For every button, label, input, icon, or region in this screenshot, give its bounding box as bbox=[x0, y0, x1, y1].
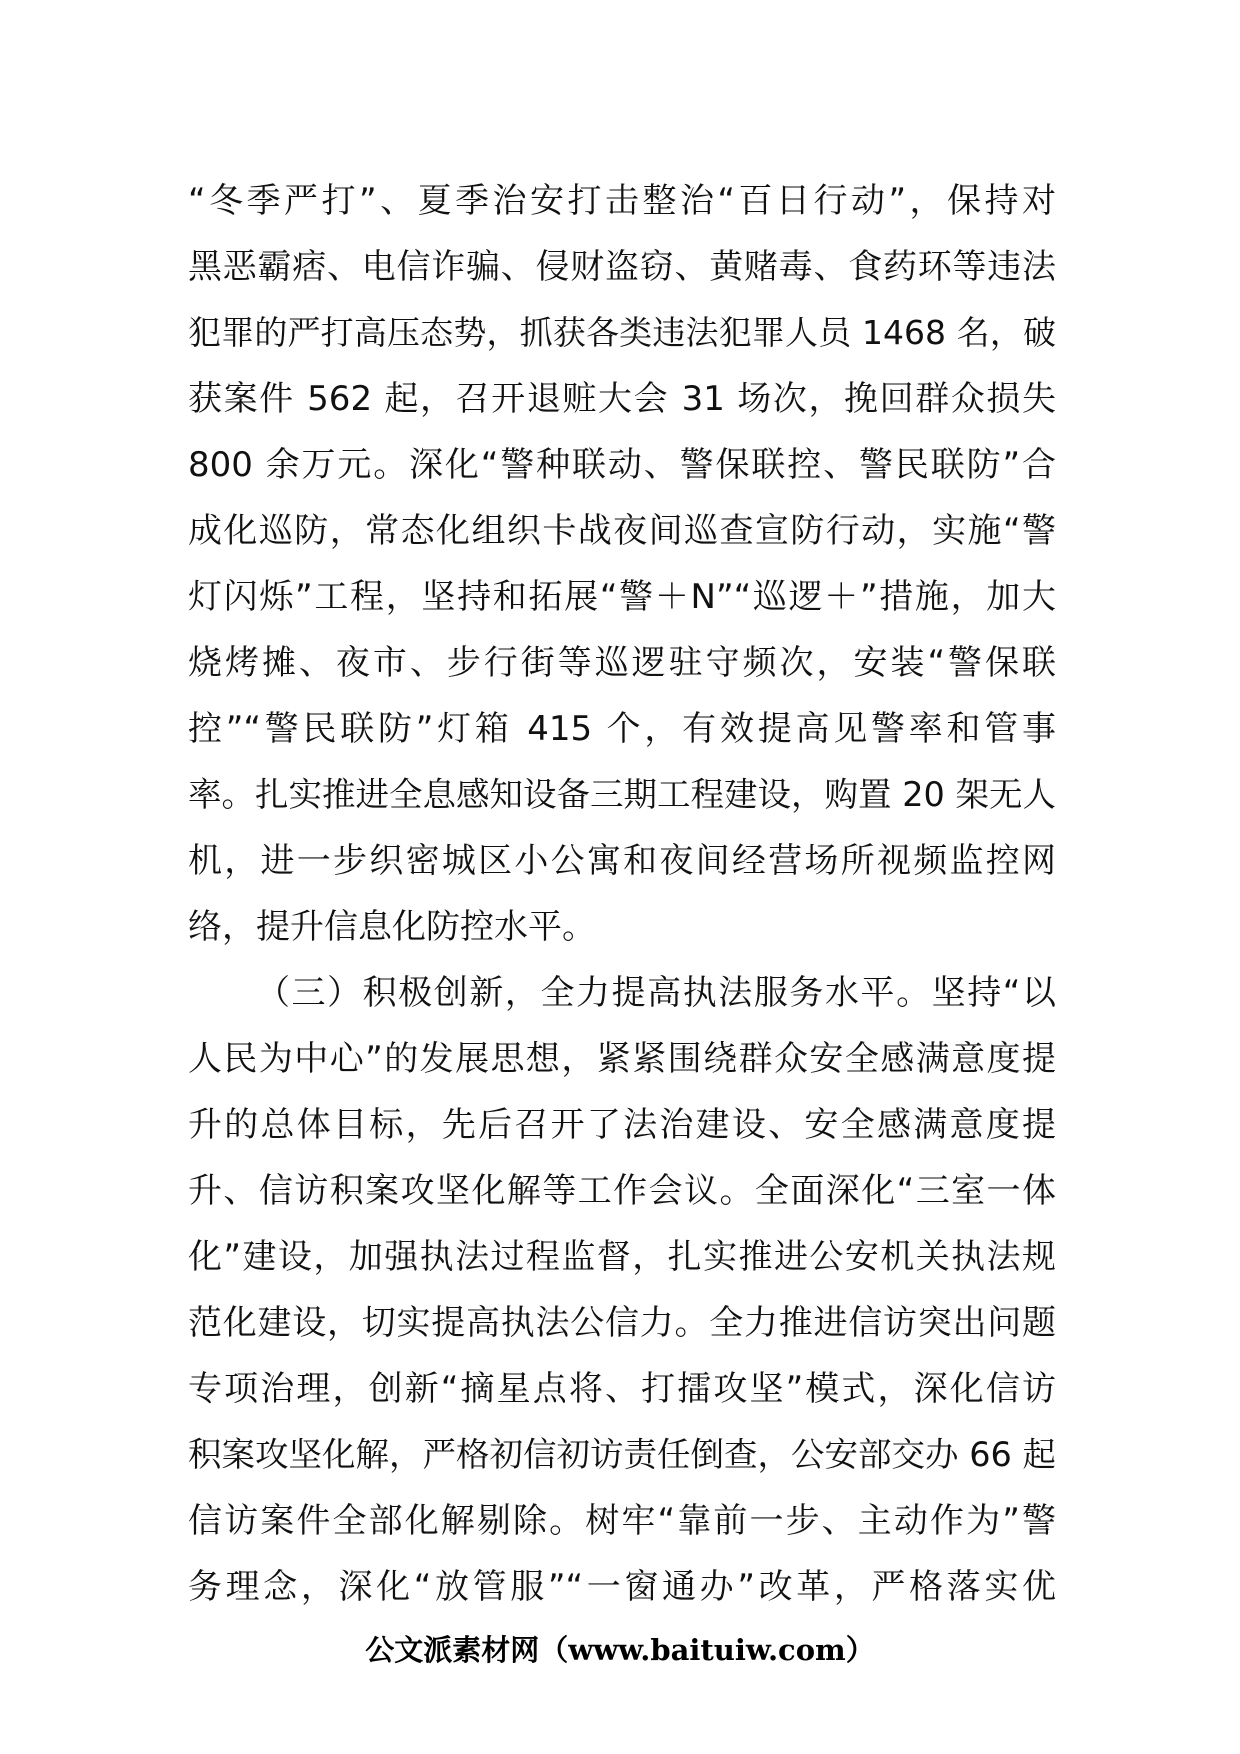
text-line: 犯罪的严打高压态势，抓获各类违法犯罪人员 1468 名，破 bbox=[188, 313, 1056, 352]
footer-watermark: 公文派素材网（www.baituiw.com） bbox=[365, 1633, 875, 1667]
text-line: 黑恶霸痞、电信诈骗、侵财盗窃、黄赌毒、食药环等违法 bbox=[188, 247, 1056, 287]
text-line: 烧烤摊、夜市、步行街等巡逻驻守频次，安装“警保联 bbox=[188, 643, 1056, 683]
text-line: 络，提升信息化防控水平。 bbox=[188, 907, 596, 947]
text-line: 800 余万元。深化“警种联动、警保联控、警民联防”合 bbox=[188, 445, 1056, 485]
text-line: 升的总体目标，先后召开了法治建设、安全感满意度提 bbox=[188, 1105, 1056, 1145]
section-heading-line: （三）积极创新，全力提高执法服务水平。坚持“以 bbox=[256, 973, 1056, 1013]
paragraph-1 bbox=[188, 168, 1056, 960]
text-line: 获案件 562 起，召开退赃大会 31 场次，挽回群众损失 bbox=[188, 379, 1056, 419]
text-line: 灯闪烁”工程，坚持和拓展“警＋N”“巡逻＋”措施，加大 bbox=[188, 577, 1056, 617]
text-line: 人民为中心”的发展思想，紧紧围绕群众安全感满意度提 bbox=[188, 1039, 1056, 1079]
text-line: 积案攻坚化解，严格初信初访责任倒查，公安部交办 66 起 bbox=[188, 1435, 1056, 1474]
text-line: 范化建设，切实提高执法公信力。全力推进信访突出问题 bbox=[188, 1303, 1056, 1343]
text-line: 务理念，深化“放管服”“一窗通办”改革，严格落实优 bbox=[188, 1567, 1056, 1607]
text-line: 专项治理，创新“摘星点将、打擂攻坚”模式，深化信访 bbox=[188, 1369, 1056, 1409]
text-line: 机，进一步织密城区小公寓和夜间经营场所视频监控网 bbox=[188, 841, 1056, 881]
text-line: 控”“警民联防”灯箱 415 个，有效提高见警率和管事 bbox=[188, 709, 1056, 749]
body-text bbox=[188, 168, 1056, 1620]
text-line: 化”建设，加强执法过程监督，扎实推进公安机关执法规 bbox=[188, 1237, 1056, 1277]
text-line: 成化巡防，常态化组织卡战夜间巡查宣防行动，实施“警 bbox=[188, 511, 1056, 551]
text-line: “冬季严打”、夏季治安打击整治“百日行动”，保持对 bbox=[188, 181, 1056, 221]
text-line: 信访案件全部化解剔除。树牢“靠前一步、主动作为”警 bbox=[188, 1501, 1056, 1541]
text-line: 升、信访积案攻坚化解等工作会议。全面深化“三室一体 bbox=[188, 1171, 1056, 1211]
paragraph-2 bbox=[188, 960, 1056, 1620]
text-line: 率。扎实推进全息感知设备三期工程建设，购置 20 架无人 bbox=[188, 775, 1056, 814]
